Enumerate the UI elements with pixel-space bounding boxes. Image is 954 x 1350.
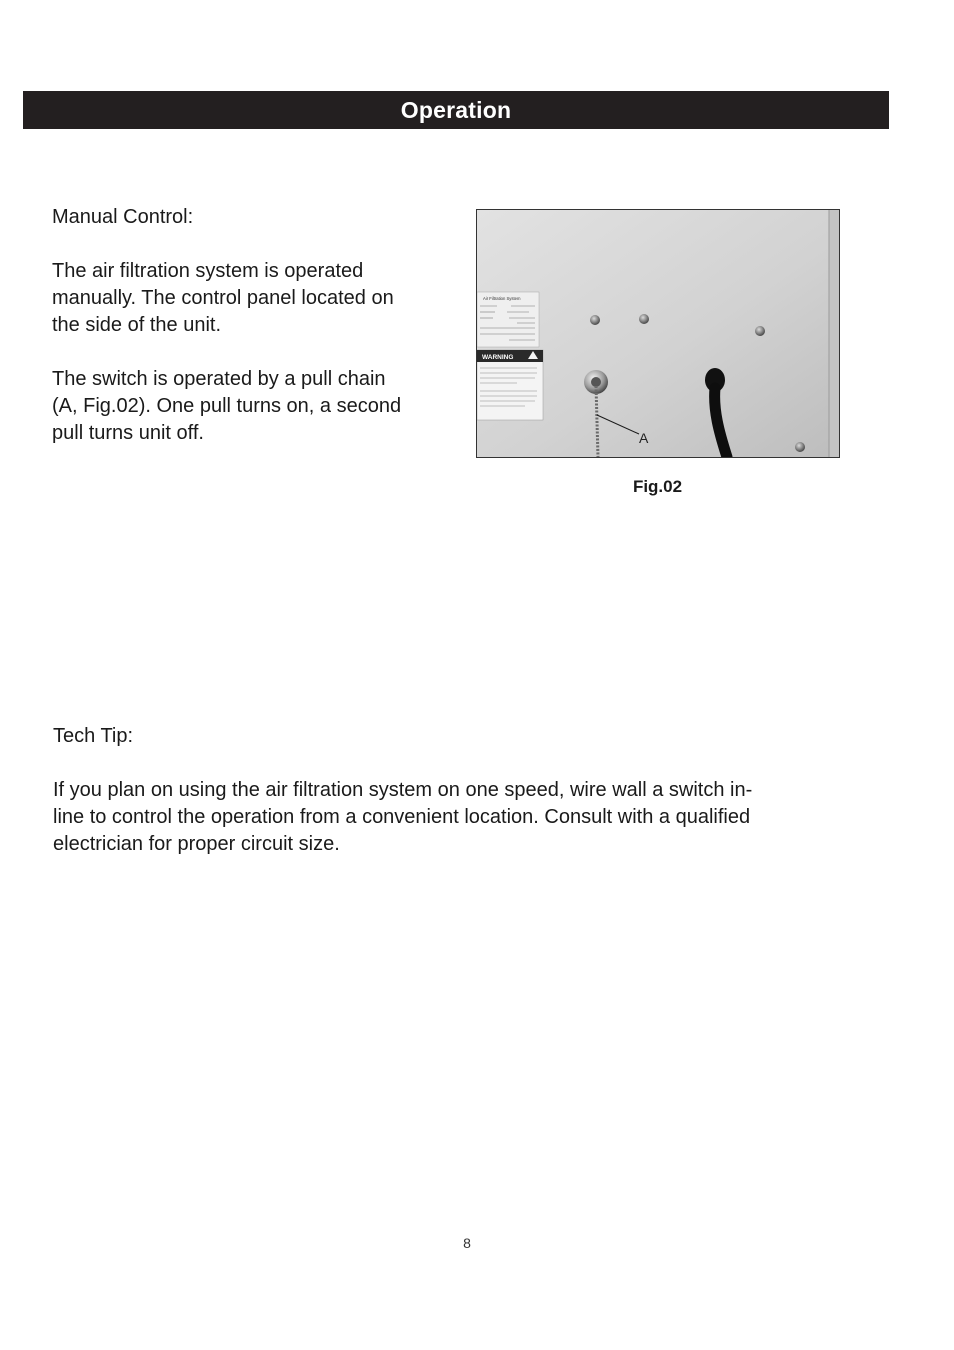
manual-control-section [52, 204, 462, 447]
section-header-bar [23, 91, 889, 129]
figure-caption: Fig.02 [632, 477, 683, 496]
page-number: 8 [463, 1235, 471, 1251]
tech-tip-line-2: line to control the operation from a convenient location. Consult with a qualified [53, 806, 751, 828]
spec-label-title: Air Filtration System [483, 296, 521, 301]
tech-tip-line-3: electrician for proper circuit size. [53, 833, 340, 855]
section-title: Operation [400, 96, 512, 123]
screw-icon [755, 326, 765, 336]
screw-icon [795, 442, 805, 452]
figure-photo [476, 209, 840, 458]
tech-tip-heading: Tech Tip: [53, 725, 134, 747]
tech-tip-section [53, 723, 853, 858]
manual-paragraph-2-line-3: pull turns unit off. [52, 422, 204, 444]
manual-paragraph-2-line-2: (A, Fig.02). One pull turns on, a second [52, 395, 402, 417]
callout-label: A [639, 430, 649, 446]
screw-icon [590, 315, 600, 325]
spec-label [477, 292, 539, 347]
warning-label [477, 350, 543, 420]
manual-paragraph-1-line-2: manually. The control panel located on [52, 287, 394, 309]
manual-control-heading: Manual Control: [52, 206, 194, 228]
manual-paragraph-1-line-1: The air filtration system is operated [52, 260, 364, 282]
manual-paragraph-1-line-3: the side of the unit. [52, 314, 222, 336]
warning-label-title: WARNING [482, 354, 514, 361]
control-panel-photo [477, 210, 839, 457]
manual-paragraph-2-line-1: The switch is operated by a pull chain [52, 368, 386, 390]
tech-tip-line-1: If you plan on using the air filtration system on one speed, wire wall a switch in- [53, 779, 753, 801]
screw-icon [639, 314, 649, 324]
